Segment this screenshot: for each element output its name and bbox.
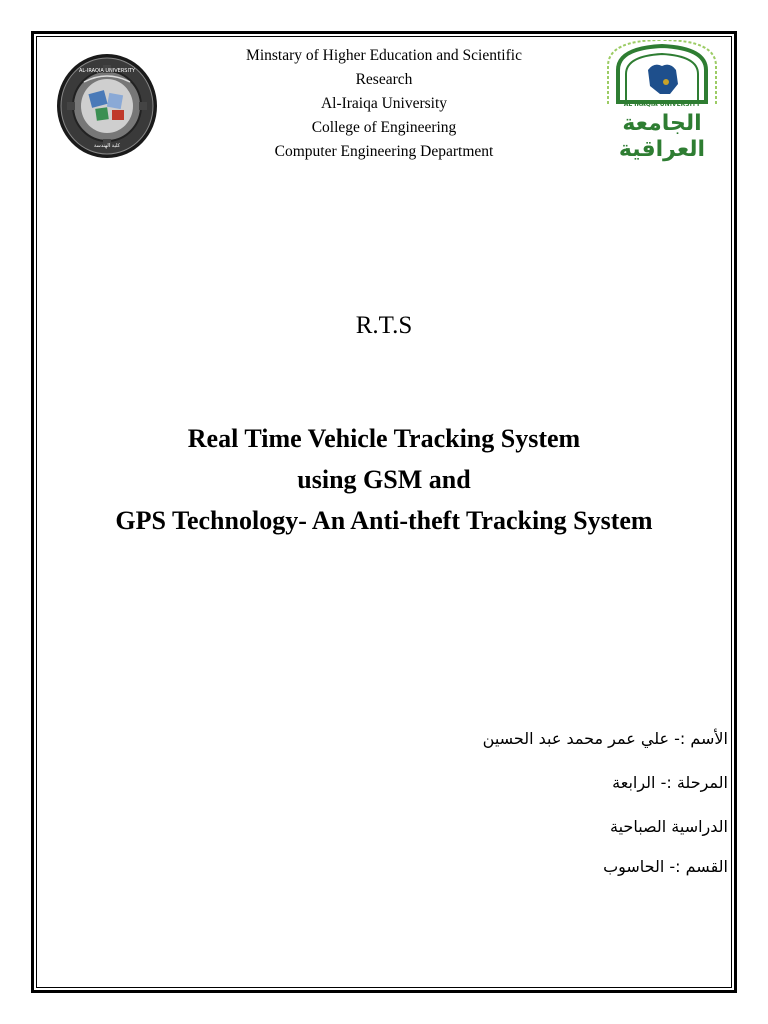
left-logo-text: AL-IRAQIA UNIVERSITY	[78, 68, 136, 74]
department-line: Computer Engineering Department	[274, 143, 494, 160]
institution-header	[200, 44, 568, 164]
ministry-line-cont: Research	[355, 71, 413, 88]
university-line: Al-Iraiqa University	[320, 95, 448, 112]
project-abbreviation: R.T.S	[355, 312, 413, 339]
right-logo-ar-text-2: العراقية	[618, 137, 706, 162]
student-study-type: الدراسية الصباحية	[610, 817, 728, 836]
title-line-1: Real Time Vehicle Tracking System	[187, 424, 581, 453]
svg-text:كلية الهندسة: كلية الهندسة	[93, 143, 121, 149]
right-logo-ar-text-1: الجامعة	[622, 111, 702, 136]
title-line-3: GPS Technology- An Anti-theft Tracking System	[115, 506, 653, 535]
college-line: College of Engineering	[311, 119, 457, 136]
student-stage: المرحلة :- الرابعة	[612, 773, 728, 792]
ministry-line: Minstary of Higher Education and Scientific	[246, 47, 522, 64]
student-name: الأسم :- علي عمر محمد عبد الحسين	[482, 729, 728, 748]
right-logo-en-text: AL IRAQIA UNIVERSITY	[623, 101, 701, 108]
al-iraqia-university-logo-icon	[604, 40, 720, 164]
title-line-2: using GSM and	[297, 465, 471, 494]
student-department: القسم :- الحاسوب	[603, 857, 728, 876]
project-title	[0, 418, 768, 541]
college-emblem-icon	[54, 52, 160, 160]
